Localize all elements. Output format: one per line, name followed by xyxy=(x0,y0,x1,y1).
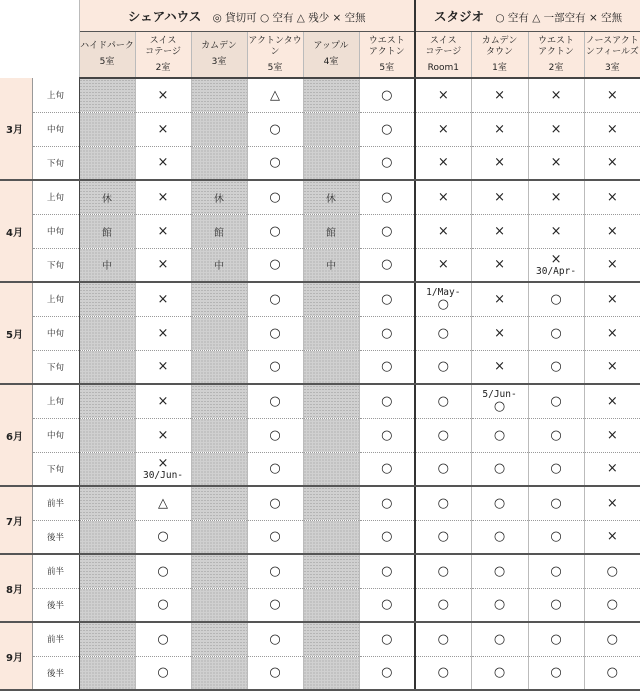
availability-cell: ○ xyxy=(359,316,415,350)
availability-cell: ○ xyxy=(471,520,528,554)
column-name: ウエスト アクトン xyxy=(538,35,575,57)
period-label: 後半 xyxy=(32,520,79,554)
availability-cell: ○ xyxy=(247,214,303,248)
availability-cell: ○ xyxy=(247,452,303,486)
column-rooms: 3室 xyxy=(211,57,227,67)
availability-cell: ○ xyxy=(528,520,584,554)
closed-cell xyxy=(191,656,247,690)
availability-cell: ○ xyxy=(135,656,191,690)
closed-cell xyxy=(79,452,135,486)
column-header xyxy=(415,32,471,79)
availability-cell: ○ xyxy=(359,350,415,384)
availability-cell: × xyxy=(471,248,528,282)
availability-symbol: × xyxy=(157,455,169,471)
closed-cell xyxy=(79,656,135,690)
availability-cell: × xyxy=(584,214,640,248)
availability-cell: × xyxy=(584,418,640,452)
availability-cell: × xyxy=(135,316,191,350)
availability-cell: ○ xyxy=(415,554,471,588)
availability-cell: ○ xyxy=(359,656,415,690)
date-note: 30/Apr- xyxy=(536,265,577,277)
availability-cell: × xyxy=(584,248,640,282)
availability-cell: ○ xyxy=(135,554,191,588)
share-house-header xyxy=(79,0,415,32)
table-row xyxy=(0,214,640,248)
availability-cell: ○ xyxy=(471,554,528,588)
closed-cell: 休 xyxy=(303,180,359,214)
availability-cell: ○ xyxy=(528,384,584,418)
availability-cell: × xyxy=(135,180,191,214)
availability-cell: × xyxy=(584,180,640,214)
closed-cell xyxy=(79,554,135,588)
closed-cell xyxy=(303,282,359,316)
closed-cell xyxy=(303,486,359,520)
availability-cell: ○ xyxy=(247,520,303,554)
period-label: 中旬 xyxy=(32,418,79,452)
availability-cell: ○ xyxy=(247,350,303,384)
period-label: 中旬 xyxy=(32,112,79,146)
closed-cell xyxy=(79,316,135,350)
table-row xyxy=(0,384,640,418)
availability-cell: ○ xyxy=(415,418,471,452)
period-label: 前半 xyxy=(32,622,79,656)
availability-symbol: × xyxy=(550,251,562,267)
date-note: 5/Jun- xyxy=(482,389,517,401)
availability-cell: ○ xyxy=(415,350,471,384)
availability-cell: × xyxy=(415,78,471,112)
closed-cell xyxy=(79,520,135,554)
availability-cell: × xyxy=(584,350,640,384)
table-row xyxy=(0,554,640,588)
availability-cell: × xyxy=(135,282,191,316)
availability-cell: ○ xyxy=(359,214,415,248)
availability-cell: × xyxy=(135,112,191,146)
closed-cell xyxy=(303,112,359,146)
closed-cell xyxy=(79,282,135,316)
closed-cell xyxy=(303,520,359,554)
period-label: 中旬 xyxy=(32,214,79,248)
column-header xyxy=(528,32,584,79)
period-label: 後半 xyxy=(32,656,79,690)
availability-cell xyxy=(528,248,584,282)
closed-cell xyxy=(79,78,135,112)
column-header xyxy=(247,32,303,79)
availability-cell: ○ xyxy=(584,588,640,622)
period-label: 上旬 xyxy=(32,282,79,316)
availability-cell: ○ xyxy=(247,282,303,316)
availability-cell: × xyxy=(528,214,584,248)
availability-cell: × xyxy=(135,418,191,452)
period-label: 上旬 xyxy=(32,384,79,418)
column-name: カムデン xyxy=(201,41,237,51)
availability-cell: × xyxy=(135,214,191,248)
availability-cell: × xyxy=(528,78,584,112)
period-label: 下旬 xyxy=(32,452,79,486)
period-label: 下旬 xyxy=(32,146,79,180)
availability-cell: ○ xyxy=(415,622,471,656)
closed-cell xyxy=(303,350,359,384)
table-row xyxy=(0,588,640,622)
studio-header xyxy=(415,0,640,32)
availability-cell: ○ xyxy=(359,384,415,418)
availability-cell: ○ xyxy=(528,486,584,520)
column-name: ハイドパーク xyxy=(80,41,134,51)
closed-cell xyxy=(303,418,359,452)
closed-cell xyxy=(191,486,247,520)
closed-cell xyxy=(79,112,135,146)
column-name: ノースアクト ンフィールズ xyxy=(585,35,639,57)
column-header xyxy=(359,32,415,79)
availability-cell: ○ xyxy=(471,622,528,656)
availability-cell: × xyxy=(471,112,528,146)
table-row xyxy=(0,112,640,146)
table-row xyxy=(0,452,640,486)
availability-cell: ○ xyxy=(471,486,528,520)
column-name: アップル xyxy=(313,41,349,51)
availability-cell: ○ xyxy=(135,622,191,656)
closed-cell xyxy=(79,486,135,520)
availability-cell: × xyxy=(415,112,471,146)
availability-cell: ○ xyxy=(415,486,471,520)
availability-cell: × xyxy=(135,384,191,418)
availability-cell: △ xyxy=(247,78,303,112)
availability-cell: × xyxy=(584,520,640,554)
column-rooms: Room1 xyxy=(427,62,459,73)
closed-cell xyxy=(79,622,135,656)
availability-cell: ○ xyxy=(359,554,415,588)
availability-cell: ○ xyxy=(584,554,640,588)
availability-cell: × xyxy=(471,180,528,214)
availability-cell: × xyxy=(471,350,528,384)
availability-cell: ○ xyxy=(359,282,415,316)
column-header xyxy=(135,32,191,79)
corner-cell xyxy=(0,0,79,78)
availability-symbol: ○ xyxy=(437,297,449,313)
availability-cell: ○ xyxy=(247,316,303,350)
availability-cell: ○ xyxy=(247,248,303,282)
closed-cell xyxy=(303,656,359,690)
availability-cell xyxy=(471,384,528,418)
column-rooms: 5室 xyxy=(379,62,395,73)
closed-cell xyxy=(191,146,247,180)
availability-cell: × xyxy=(584,112,640,146)
month-label: 7月 xyxy=(0,486,32,554)
table-row xyxy=(0,146,640,180)
period-label: 後半 xyxy=(32,588,79,622)
closed-cell xyxy=(191,350,247,384)
month-label: 9月 xyxy=(0,622,32,690)
closed-cell xyxy=(191,78,247,112)
availability-cell: ○ xyxy=(584,656,640,690)
closed-cell xyxy=(79,350,135,384)
column-rooms: 3室 xyxy=(604,62,620,73)
availability-cell: × xyxy=(584,384,640,418)
period-label: 下旬 xyxy=(32,248,79,282)
closed-cell xyxy=(303,554,359,588)
closed-cell xyxy=(191,588,247,622)
table-row xyxy=(0,180,640,214)
availability-cell: △ xyxy=(135,486,191,520)
availability-cell: ○ xyxy=(135,520,191,554)
availability-cell: ○ xyxy=(247,384,303,418)
availability-cell: × xyxy=(528,180,584,214)
period-label: 上旬 xyxy=(32,180,79,214)
availability-cell: ○ xyxy=(359,520,415,554)
column-name: カムデン タウン xyxy=(481,35,518,57)
period-label: 中旬 xyxy=(32,316,79,350)
availability-cell: ○ xyxy=(247,554,303,588)
closed-cell: 休 xyxy=(79,180,135,214)
availability-cell: ○ xyxy=(247,180,303,214)
availability-cell: × xyxy=(471,146,528,180)
availability-cell: ○ xyxy=(359,146,415,180)
availability-cell: ○ xyxy=(359,112,415,146)
closed-cell xyxy=(303,384,359,418)
closed-cell: 館 xyxy=(79,214,135,248)
availability-cell: × xyxy=(471,282,528,316)
availability-cell: × xyxy=(528,146,584,180)
availability-cell: × xyxy=(471,78,528,112)
column-rooms: 1室 xyxy=(492,62,507,73)
column-header xyxy=(191,32,247,79)
share-house-title: シェアハウス xyxy=(127,8,202,24)
date-note: 30/Jun- xyxy=(142,469,184,481)
closed-cell xyxy=(303,452,359,486)
availability-cell: ○ xyxy=(528,588,584,622)
closed-cell: 中 xyxy=(191,248,247,282)
closed-cell xyxy=(303,78,359,112)
availability-cell: × xyxy=(584,452,640,486)
closed-cell xyxy=(303,146,359,180)
column-rooms: 2室 xyxy=(548,62,564,73)
month-label: 3月 xyxy=(0,78,32,180)
month-label: 5月 xyxy=(0,282,32,384)
availability-cell: × xyxy=(584,486,640,520)
column-name: ウエスト アクトン xyxy=(368,35,405,57)
closed-cell xyxy=(191,384,247,418)
availability-cell: ○ xyxy=(359,180,415,214)
availability-cell: × xyxy=(135,146,191,180)
availability-cell: ○ xyxy=(471,588,528,622)
availability-cell: × xyxy=(471,316,528,350)
closed-cell xyxy=(191,452,247,486)
period-label: 下旬 xyxy=(32,350,79,384)
availability-cell: ○ xyxy=(528,418,584,452)
closed-cell: 館 xyxy=(303,214,359,248)
availability-cell: ○ xyxy=(528,622,584,656)
availability-cell: ○ xyxy=(247,146,303,180)
availability-cell: ○ xyxy=(247,656,303,690)
table-row xyxy=(0,418,640,452)
closed-cell xyxy=(79,588,135,622)
availability-cell: ○ xyxy=(415,520,471,554)
availability-cell: ○ xyxy=(528,282,584,316)
availability-cell: × xyxy=(528,112,584,146)
month-label: 8月 xyxy=(0,554,32,622)
share-house-legend: ◎ 貸切可 ○ 空有 △ 残少 × 空無 xyxy=(212,11,366,24)
availability-cell: ○ xyxy=(528,554,584,588)
table-row xyxy=(0,316,640,350)
closed-cell: 中 xyxy=(79,248,135,282)
availability-cell xyxy=(135,452,191,486)
closed-cell xyxy=(191,112,247,146)
column-header xyxy=(471,32,528,79)
date-note: 1/May- xyxy=(426,287,461,299)
month-label: 6月 xyxy=(0,384,32,486)
availability-cell: ○ xyxy=(471,656,528,690)
table-row xyxy=(0,282,640,316)
column-name: スイス コテージ xyxy=(425,35,462,57)
availability-cell: × xyxy=(415,214,471,248)
availability-cell: ○ xyxy=(359,248,415,282)
availability-cell: × xyxy=(415,248,471,282)
availability-cell: × xyxy=(415,180,471,214)
closed-cell xyxy=(191,418,247,452)
availability-symbol: ○ xyxy=(493,399,506,415)
period-label: 前半 xyxy=(32,554,79,588)
availability-cell xyxy=(415,282,471,316)
availability-cell: ○ xyxy=(415,656,471,690)
studio-title: スタジオ xyxy=(434,8,485,24)
table-row xyxy=(0,622,640,656)
period-label: 上旬 xyxy=(32,78,79,112)
closed-cell xyxy=(79,418,135,452)
availability-cell: ○ xyxy=(415,588,471,622)
availability-cell: ○ xyxy=(247,486,303,520)
closed-cell: 館 xyxy=(191,214,247,248)
availability-cell: ○ xyxy=(528,656,584,690)
availability-cell: × xyxy=(584,282,640,316)
availability-cell: ○ xyxy=(135,588,191,622)
availability-cell: × xyxy=(135,78,191,112)
table-row xyxy=(0,350,640,384)
table-row xyxy=(0,656,640,690)
availability-cell: ○ xyxy=(247,112,303,146)
availability-cell: ○ xyxy=(528,452,584,486)
availability-cell: × xyxy=(584,146,640,180)
availability-cell: × xyxy=(584,316,640,350)
column-rooms: 5室 xyxy=(267,62,283,73)
availability-cell: ○ xyxy=(359,486,415,520)
availability-cell: × xyxy=(471,214,528,248)
closed-cell xyxy=(191,554,247,588)
availability-cell: ○ xyxy=(359,418,415,452)
availability-cell: ○ xyxy=(359,78,415,112)
month-label: 4月 xyxy=(0,180,32,282)
availability-cell: ○ xyxy=(247,622,303,656)
column-name: アクトンタウン xyxy=(248,35,302,57)
column-header xyxy=(584,32,640,79)
closed-cell: 中 xyxy=(303,248,359,282)
availability-cell: ○ xyxy=(528,316,584,350)
availability-cell: ○ xyxy=(415,384,471,418)
availability-cell: × xyxy=(415,146,471,180)
closed-cell xyxy=(79,146,135,180)
column-header xyxy=(79,32,135,79)
availability-cell: × xyxy=(584,78,640,112)
availability-cell: ○ xyxy=(359,588,415,622)
closed-cell xyxy=(191,622,247,656)
period-label: 前半 xyxy=(32,486,79,520)
column-rooms: 5室 xyxy=(99,57,115,67)
table-row xyxy=(0,78,640,112)
availability-cell: ○ xyxy=(415,452,471,486)
availability-cell: ○ xyxy=(528,350,584,384)
column-rooms: 4室 xyxy=(323,57,339,67)
availability-cell: × xyxy=(135,248,191,282)
availability-cell: ○ xyxy=(584,622,640,656)
closed-cell: 休 xyxy=(191,180,247,214)
table-row xyxy=(0,486,640,520)
column-header xyxy=(303,32,359,79)
availability-cell: ○ xyxy=(247,418,303,452)
availability-cell: ○ xyxy=(247,588,303,622)
availability-cell: ○ xyxy=(359,622,415,656)
closed-cell xyxy=(79,384,135,418)
table-row xyxy=(0,248,640,282)
column-rooms: 2室 xyxy=(155,62,171,73)
availability-cell: ○ xyxy=(359,452,415,486)
closed-cell xyxy=(191,316,247,350)
closed-cell xyxy=(303,622,359,656)
studio-legend: ○ 空有 △ 一部空有 × 空無 xyxy=(495,11,623,24)
table-row xyxy=(0,520,640,554)
closed-cell xyxy=(191,282,247,316)
availability-cell: ○ xyxy=(471,452,528,486)
closed-cell xyxy=(303,316,359,350)
availability-cell: ○ xyxy=(471,418,528,452)
availability-cell: ○ xyxy=(415,316,471,350)
closed-cell xyxy=(191,520,247,554)
closed-cell xyxy=(303,588,359,622)
availability-cell: × xyxy=(135,350,191,384)
column-name: スイス コテージ xyxy=(145,35,181,57)
